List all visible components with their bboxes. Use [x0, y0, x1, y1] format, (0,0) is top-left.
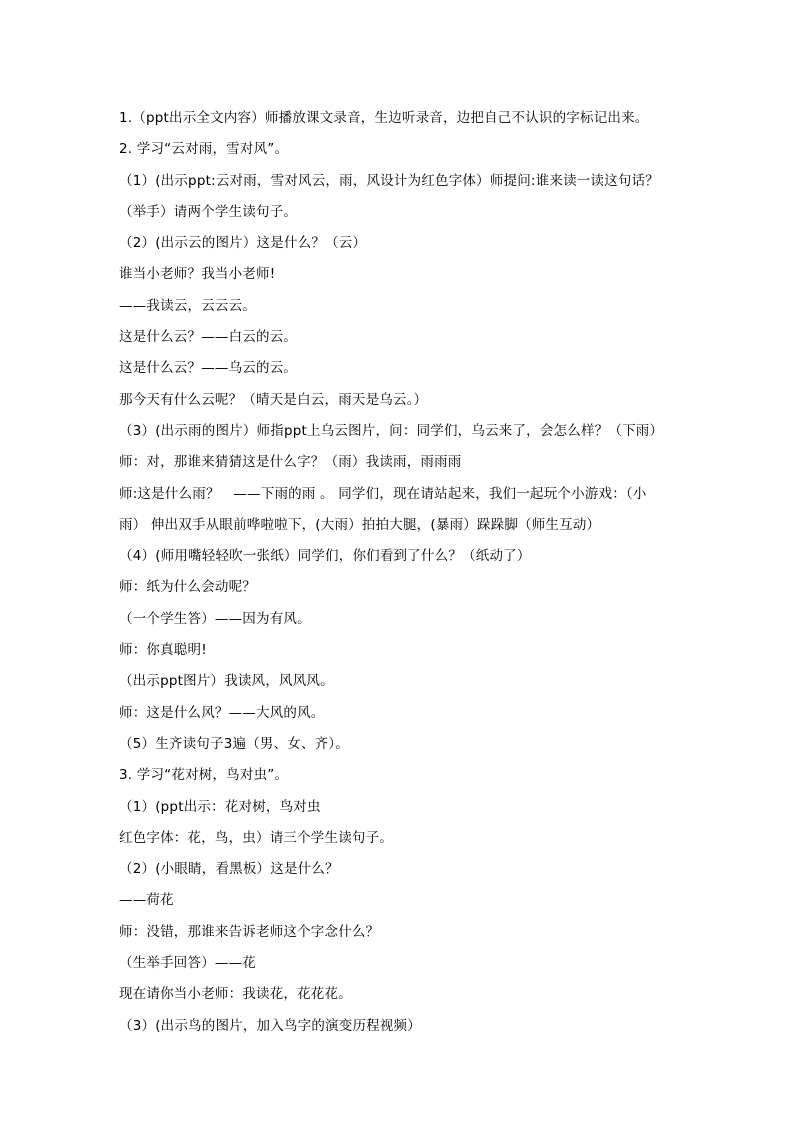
paragraph-line: （生举手回答）——花 — [119, 955, 256, 972]
paragraph-line: （3）(出示雨的图片）师指ppt上乌云图片，问：同学们，乌云来了，会怎么样？（下雨） — [119, 422, 664, 439]
paragraph-line: （1）(出示ppt:云对雨，雪对风云，雨，风设计为红色字体）师提问:谁来读一读这句话？ — [119, 172, 659, 189]
paragraph-line: 雨） 伸出双手从眼前哗啦啦下，(大雨）拍拍大腿，(暴雨）跺跺脚（师生互动） — [119, 516, 601, 533]
paragraph-line: 师:这是什么雨？ ——下雨的雨 。 同学们，现在请站起来，我们一起玩个小游戏：（小 — [119, 485, 647, 502]
paragraph-line: （3）(出示鸟的图片，加入鸟字的演变历程视频） — [119, 1017, 421, 1034]
paragraph-line: 师：你真聪明! — [119, 642, 207, 659]
paragraph-line: 师：对，那谁来猜猜这是什么字？（雨）我读雨，雨雨雨 — [119, 454, 462, 471]
paragraph-line: 红色字体：花，鸟，虫）请三个学生读句子。 — [119, 829, 393, 846]
paragraph-line: 那今天有什么云呢？（晴天是白云，雨天是乌云。） — [119, 391, 428, 408]
paragraph-line: 现在请你当小老师：我读花，花花花。 — [119, 986, 352, 1003]
paragraph-line: （举手）请两个学生读句子。 — [119, 203, 298, 220]
paragraph-line: 谁当小老师？我当小老师! — [119, 266, 276, 283]
paragraph-line: 3. 学习“花对树，鸟对虫”。 — [119, 767, 289, 784]
paragraph-line: 师：没错，那谁来告诉老师这个字念什么？ — [119, 923, 380, 940]
paragraph-line: 师：这是什么风？——大风的风。 — [119, 704, 325, 721]
paragraph-line: （2）(出示云的图片）这是什么？（云） — [119, 235, 367, 252]
paragraph-line: （5）生齐读句子3遍（男、女、齐）。 — [119, 735, 350, 752]
paragraph-line: ——荷花 — [119, 892, 174, 909]
paragraph-line: 2. 学习“云对雨，雪对风”。 — [119, 141, 289, 158]
paragraph-line: （4）(师用嘴轻轻吹一张纸）同学们，你们看到了什么？（纸动了） — [119, 548, 531, 565]
paragraph-line: （1）(ppt出示：花对树，鸟对虫 — [119, 798, 321, 815]
paragraph-line: （2）(小眼睛，看黑板）这是什么？ — [119, 861, 339, 878]
paragraph-line: （一个学生答）——因为有风。 — [119, 610, 311, 627]
paragraph-line: 师：纸为什么会动呢？ — [119, 579, 256, 596]
paragraph-line: 这是什么云？——白云的云。 — [119, 329, 298, 346]
paragraph-line: 1.（ppt出示全文内容）师播放课文录音，生边听录音，边把自己不认识的字标记出来。 — [119, 110, 649, 126]
document-body — [119, 103, 689, 1042]
paragraph-line: ——我读云，云云云。 — [119, 297, 256, 314]
paragraph-line: 这是什么云？——乌云的云。 — [119, 360, 298, 377]
paragraph-line: （出示ppt图片）我读风，风风风。 — [119, 673, 334, 690]
